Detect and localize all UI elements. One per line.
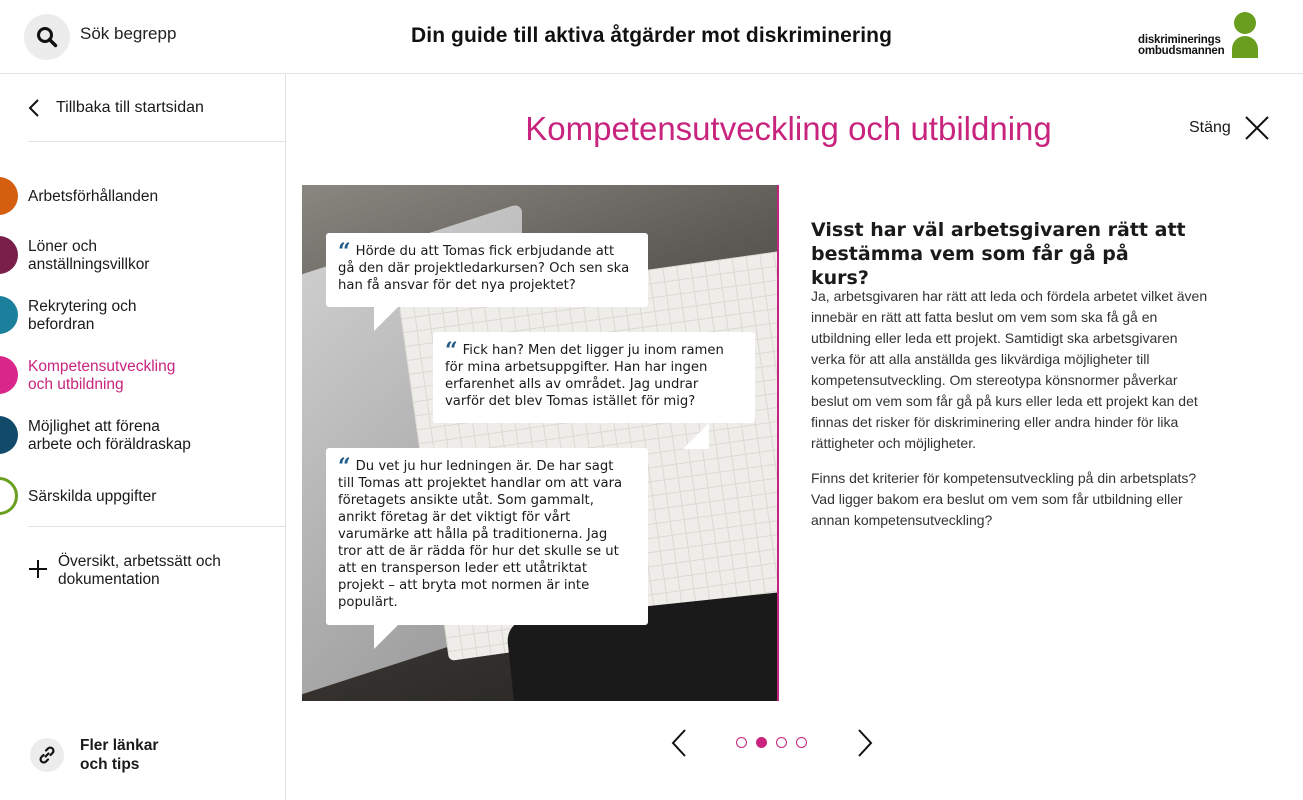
search-label[interactable]: Sök begrepp xyxy=(80,24,177,43)
link-icon-circle xyxy=(30,738,64,772)
overview-label: Översikt, arbetssätt och dokumentation xyxy=(58,553,221,588)
more-links-button[interactable] xyxy=(30,736,158,774)
pager-dot-3[interactable] xyxy=(776,737,787,748)
chevron-left-icon xyxy=(670,728,688,758)
back-to-start-link[interactable] xyxy=(28,98,204,118)
logo-figure-head xyxy=(1234,12,1256,34)
pager-dot-4[interactable] xyxy=(796,737,807,748)
nav-color-dot xyxy=(0,296,18,334)
speech-bubble-3: “ Du vet ju hur ledningen är. De har sagt till Tomas att projektet handlar om att vara företagets ansikte utåt. Som gammalt, anrikt företag är det viktigt för vårt varumärke att hålla på traditionerna. Jag tror att de är rädda för hur det skulle se ut att en transperson leder ett utåtriktat projekt – att bryta mot normen är inte populärt. xyxy=(326,448,648,625)
nav-item-label: Löner och anställningsvillkor xyxy=(28,238,150,273)
content-heading: Visst har väl arbetsgivaren rätt att bestämma vem som får gå på kurs? xyxy=(811,219,1186,289)
nav-item-foraldraskap[interactable] xyxy=(0,416,286,456)
overview-toggle[interactable] xyxy=(28,550,221,589)
close-button[interactable] xyxy=(1189,114,1271,142)
quote-icon: “ xyxy=(445,338,458,364)
bubble-tail xyxy=(374,307,398,331)
logo[interactable] xyxy=(1138,12,1262,62)
next-slide-button[interactable] xyxy=(856,728,874,763)
divider xyxy=(28,526,286,527)
nav-item-rekrytering[interactable] xyxy=(0,296,286,336)
header xyxy=(0,0,1303,74)
nav-item-label: Särskilda uppgifter xyxy=(28,488,157,505)
nav-item-kompetensutveckling[interactable] xyxy=(0,356,286,396)
divider xyxy=(28,141,286,142)
bubble-tail xyxy=(683,423,709,449)
pager-dot-1[interactable] xyxy=(736,737,747,748)
nav-color-dot xyxy=(0,477,18,515)
nav-item-label: Rekrytering och befordran xyxy=(28,298,137,333)
nav-item-loner[interactable] xyxy=(0,236,286,276)
nav-color-dot xyxy=(0,356,18,394)
bubble-tail xyxy=(374,625,398,649)
nav-item-sarskilda-uppgifter[interactable] xyxy=(0,477,286,517)
nav-color-dot xyxy=(0,177,18,215)
nav-item-arbetsforhallanden[interactable] xyxy=(0,177,286,217)
nav-color-dot xyxy=(0,416,18,454)
link-icon xyxy=(37,745,57,765)
speech-bubble-1: “ Hörde du att Tomas fick erbjudande att gå den där projektledarkursen? Och sen ska han få ansvar för det nya projektet? xyxy=(326,233,648,307)
previous-slide-button[interactable] xyxy=(670,728,688,763)
chevron-left-icon xyxy=(28,98,40,118)
quote-icon: “ xyxy=(338,239,351,265)
nav-item-label: Kompetensutveckling och utbildning xyxy=(28,358,176,393)
back-link-label: Tillbaka till startsidan xyxy=(56,99,204,116)
close-label: Stäng xyxy=(1189,119,1231,136)
more-links-label: Fler länkar och tips xyxy=(80,737,159,773)
speech-bubble-2: “ Fick han? Men det ligger ju inom ramen för mina arbetsuppgifter. Han har ingen erfarenhet alls av området. Jag undrar varför det blev Tomas istället för mig? xyxy=(433,332,755,423)
quote-icon: “ xyxy=(338,454,351,480)
logo-text: diskriminerings ombudsmannen xyxy=(1138,34,1225,57)
image-edge xyxy=(777,185,779,701)
nav-item-label: Möjlighet att förena arbete och föräldraskap xyxy=(28,418,191,453)
content-paragraph-2: Finns det kriterier för kompetensutveckling på din arbetsplats? Vad ligger bakom era beslut om vem som får utbildning eller annan kompetensutveckling? xyxy=(811,470,1197,528)
plus-icon xyxy=(28,559,48,579)
nav-color-dot xyxy=(0,236,18,274)
nav-item-label: Arbetsförhållanden xyxy=(28,188,159,205)
chevron-right-icon xyxy=(856,728,874,758)
slide-image xyxy=(302,185,779,701)
content-paragraph-1: Ja, arbetsgivaren har rätt att leda och fördela arbetet vilket även innebär en rätt att fatta beslut om vem som ska få gå en utbildning eller leda ett projekt. Samtidigt ska arbetsgivaren verka för att alla anställda ges likvärdiga möjligheter till kompetensutveckling. Om stereotypa könsnormer påverkar beslut om vem som får gå på kurs eller leda ett projekt kan det finnas det risker för diskriminering eller andra hinder för lika rättigheter och möjligheter. xyxy=(811,288,1208,451)
page-title: Kompetensutveckling och utbildning xyxy=(525,110,1052,147)
site-title: Din guide till aktiva åtgärder mot diskriminering xyxy=(411,24,892,47)
close-icon xyxy=(1243,114,1271,142)
logo-figure-body xyxy=(1232,36,1258,58)
slide-pager xyxy=(670,728,880,758)
sidebar xyxy=(0,74,286,800)
pager-dot-2[interactable] xyxy=(756,737,767,748)
